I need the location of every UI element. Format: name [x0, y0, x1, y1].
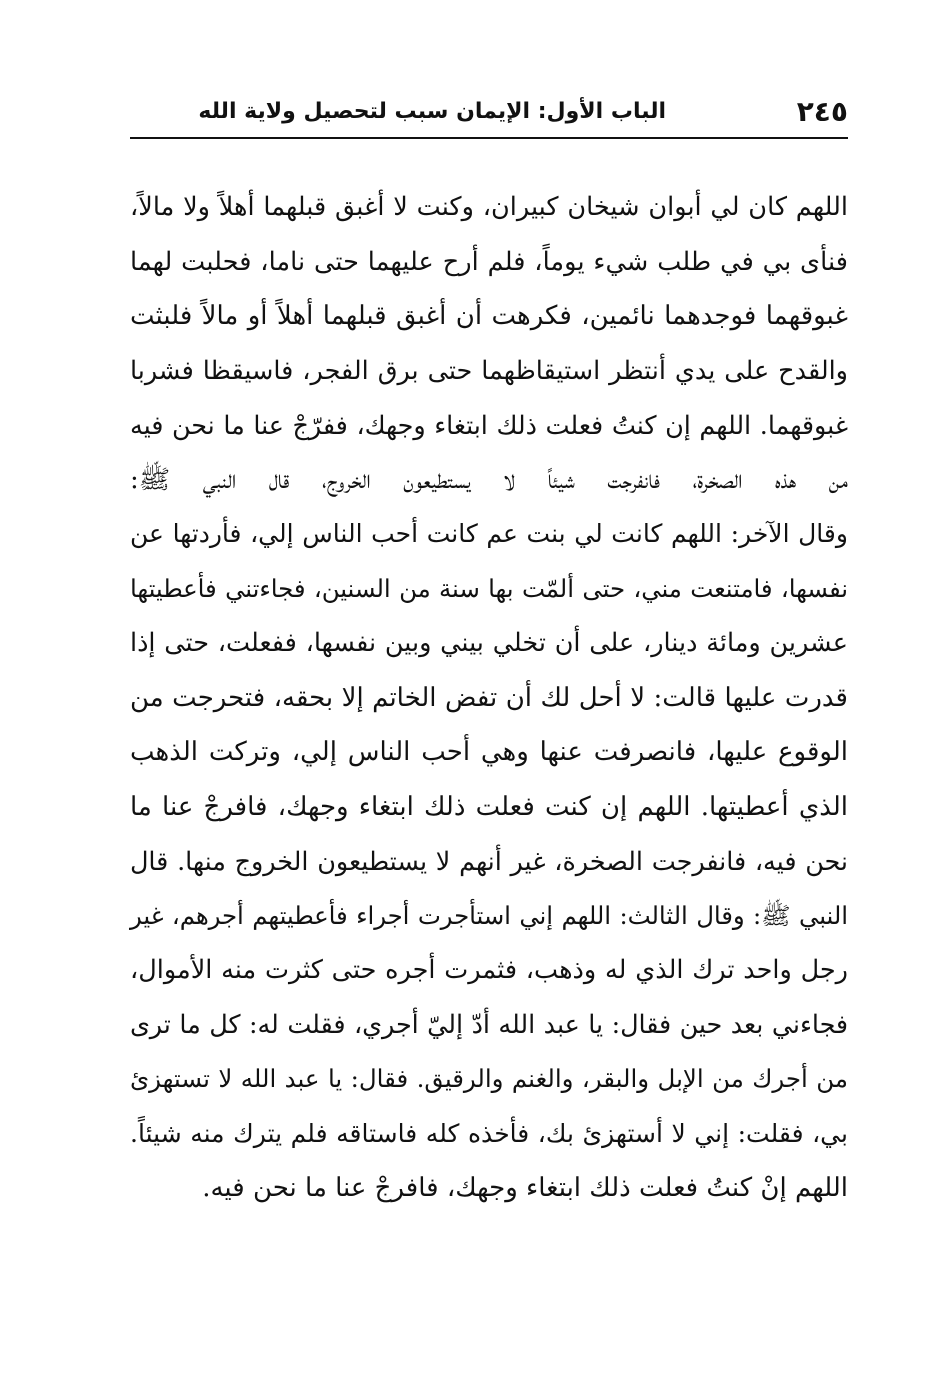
text-line: اللهم إنْ كنتُ فعلت ذلك ابتغاء وجهك، فافرجْ عنا ما نحن فيه.	[202, 1173, 848, 1203]
text-line: الذي أعطيتها. اللهم إن كنت فعلت ذلك ابتغاء وجهك، فافرجْ عنا ما	[130, 791, 848, 822]
text-line: بي، فقلت: إني لا أستهزئ بك، فأخذه كله فاستاقه فلم يترك منه شيئاً.	[130, 1118, 848, 1148]
text-line: رجل واحد ترك الذي له وذهب، فثمرت أجره حتى كثرت منه الأموال،	[130, 955, 848, 985]
text-line: والقدح على يدي أنتظر استيقاظهما حتى برق الفجر، فاسيقظا فشربا	[130, 355, 848, 386]
header-rule	[130, 137, 848, 139]
text-line: غبوقهما فوجدهما نائمين، فكرهت أن أغبق قبلهما أهلاً أو مالاً فلبثت	[130, 301, 848, 331]
text-line: من هذه الصخرة، فانفرجت شيئاً لا يستطيعون الخروج، قال النبي ﷺ:	[130, 464, 848, 495]
text-line: نفسها، فامتنعت مني، حتى ألمّت بها سنة من السنين، فجاءتني فأعطيتها	[130, 573, 848, 603]
text-line: اللهم كان لي أبوان شيخان كبيران، وكنت لا أغبق قبلهما أهلاً ولا مالاً،	[130, 192, 848, 222]
text-line: غبوقهما. اللهم إن كنتُ فعلت ذلك ابتغاء وجهك، ففرّجْ عنا ما نحن فيه	[130, 410, 848, 440]
text-line: عشرين ومائة دينار، على أن تخلي بيني وبين نفسها، ففعلت، حتى إذا	[130, 628, 848, 658]
text-line: فنأى بي في طلب شيء يوماً، فلم أرح عليهما حتى ناما، فحلبت لهما	[130, 246, 848, 277]
text-line: الوقوع عليها، فانصرفت عنها وهي أحب الناس إلي، وتركت الذهب	[130, 737, 848, 767]
text-line: فجاءني بعد حين فقال: يا عبد الله أدّ إليّ أجري، فقلت له: كل ما ترى	[130, 1009, 848, 1039]
page-number: ٢٤٥	[796, 95, 848, 128]
text-line: قدرت عليها قالت: لا أحل لك أن تفض الخاتم إلا بحقه، فتحرجت من	[130, 682, 848, 713]
text-line: النبي ﷺ: وقال الثالث: اللهم إني استأجرت أجراء فأعطيتهم أجرهم، غير	[130, 900, 848, 930]
body-text	[130, 180, 848, 1216]
text-line: وقال الآخر: اللهم كانت لي بنت عم كانت أحب الناس إلي، فأردتها عن	[130, 519, 848, 548]
page-header	[130, 92, 848, 132]
text-line: نحن فيه، فانفرجت الصخرة، غير أنهم لا يستطيعون الخروج منها. قال	[130, 846, 848, 876]
running-title: الباب الأول: الإيمان سبب لتحصيل ولاية الله	[198, 99, 666, 124]
text-line: من أجرك من الإبل والبقر، والغنم والرقيق. فقال: يا عبد الله لا تستهزئ	[130, 1064, 848, 1093]
